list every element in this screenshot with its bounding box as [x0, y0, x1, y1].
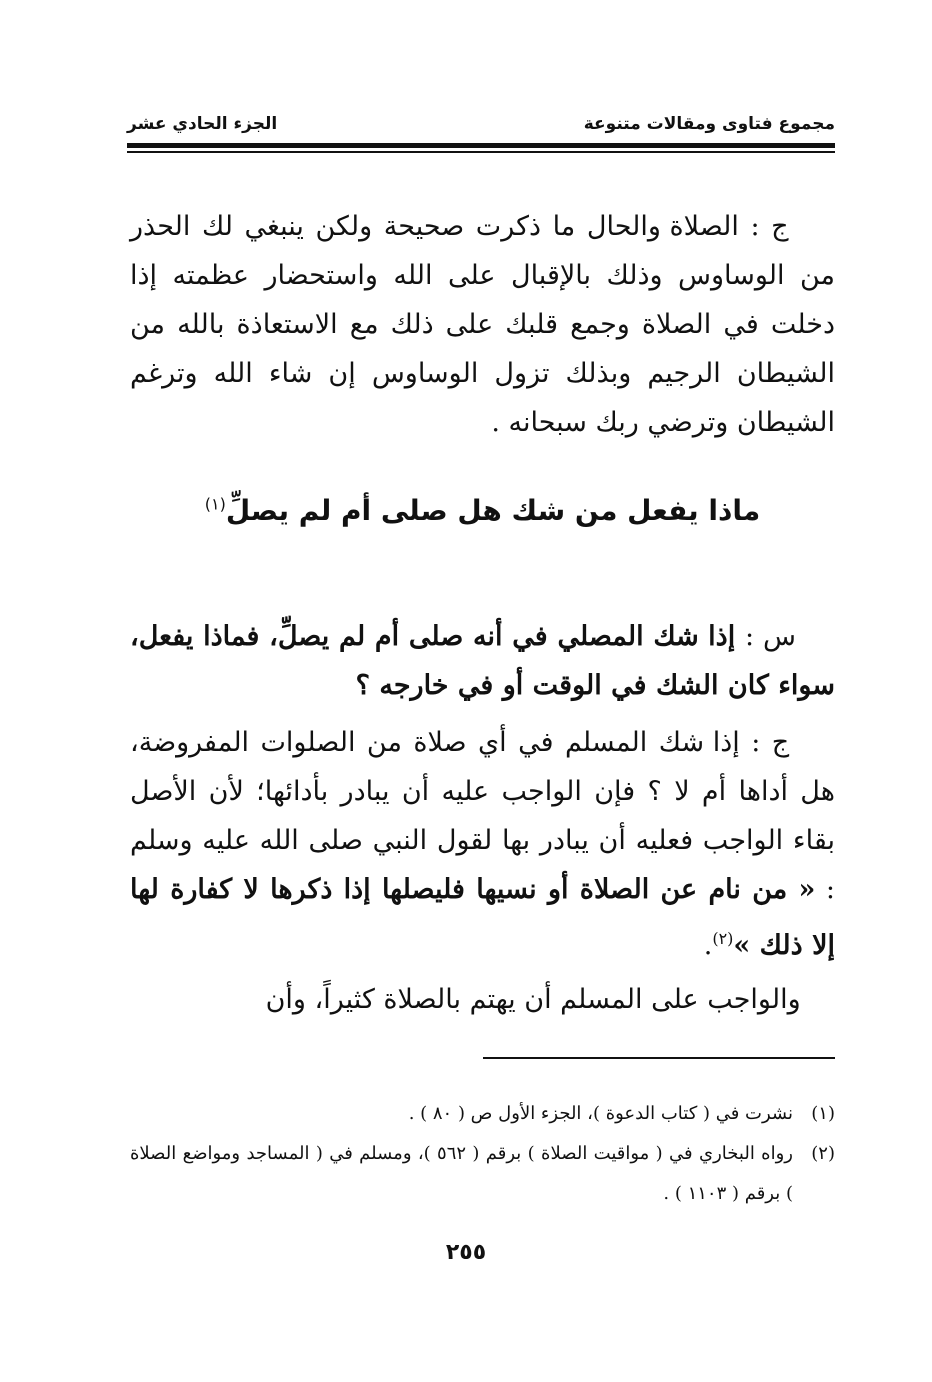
- footnotes: [130, 1094, 835, 1214]
- footnote-item: [130, 1134, 835, 1214]
- footnote-number: (٢): [811, 1143, 835, 1164]
- paragraph-text: والواجب على المسلم أن يهتم بالصلاة كثيراً، وأن: [265, 984, 801, 1015]
- hadith-quote: « من نام عن الصلاة أو نسيها فليصلها إذا ذكرها لا كفارة لها إلا ذلك »: [130, 874, 835, 961]
- footnote-item: [130, 1094, 835, 1134]
- footnote-ref: (٢): [712, 929, 734, 948]
- answer-text: إذا شك المسلم في أي صلاة من الصلوات المفروضة، هل أداها أم لا ؟ فإن الواجب عليه أن يبادر بأدائها؛ لأن الأصل بقاء الواجب فعليه أن يبادر بها لقول النبي صلى الله عليه وسلم :: [130, 727, 835, 905]
- question-label: س :: [744, 621, 796, 652]
- paragraph-3: [130, 975, 835, 1024]
- sentence-end: .: [703, 930, 713, 961]
- answer-paragraph-2: [130, 718, 835, 970]
- running-header: [127, 106, 835, 142]
- footnote-number: (١): [811, 1103, 835, 1124]
- section-heading: [130, 494, 835, 527]
- answer-label: ج :: [751, 727, 790, 758]
- footnote-ref: (١): [204, 494, 226, 514]
- footnote-separator: [483, 1057, 835, 1059]
- question-text: إذا شك المصلي في أنه صلى أم لم يصلِّ، فماذا يفعل، سواء كان الشك في الوقت أو في خارجه ؟: [130, 621, 835, 701]
- answer-text: الصلاة والحال ما ذكرت صحيحة ولكن ينبغي لك الحذر من الوساوس وذلك بالإقبال على الله واستحضار عظمته إذا دخلت في الصلاة وجمع قلبك على ذلك مع الاستعاذة بالله من الشيطان الرجيم وبذلك تزول الوساوس إن شاء الله وترغم الشيطان وترضي ربك سبحانه .: [130, 211, 835, 438]
- answer-paragraph-1: [130, 202, 835, 447]
- book-title: مجموع فتاوى ومقالات متنوعة: [583, 114, 835, 134]
- volume-label: الجزء الحادي عشر: [127, 114, 278, 134]
- question-paragraph: [130, 612, 835, 710]
- answer-label: ج :: [750, 211, 789, 242]
- heading-text: ماذا يفعل من شك هل صلى أم لم يصلِّ: [225, 494, 761, 527]
- header-rule-thick: [127, 143, 835, 148]
- page-number: ٢٥٥: [445, 1240, 487, 1265]
- header-rule-thin: [127, 151, 835, 153]
- footnote-text: رواه البخاري في ( مواقيت الصلاة ) برقم ( ٥٦٢ )، ومسلم في ( المساجد ومواضع الصلاة ) برقم ( ١١٠٣ ) .: [130, 1143, 793, 1204]
- footnote-text: نشرت في ( كتاب الدعوة )، الجزء الأول ص ( ٨٠ ) .: [408, 1103, 793, 1124]
